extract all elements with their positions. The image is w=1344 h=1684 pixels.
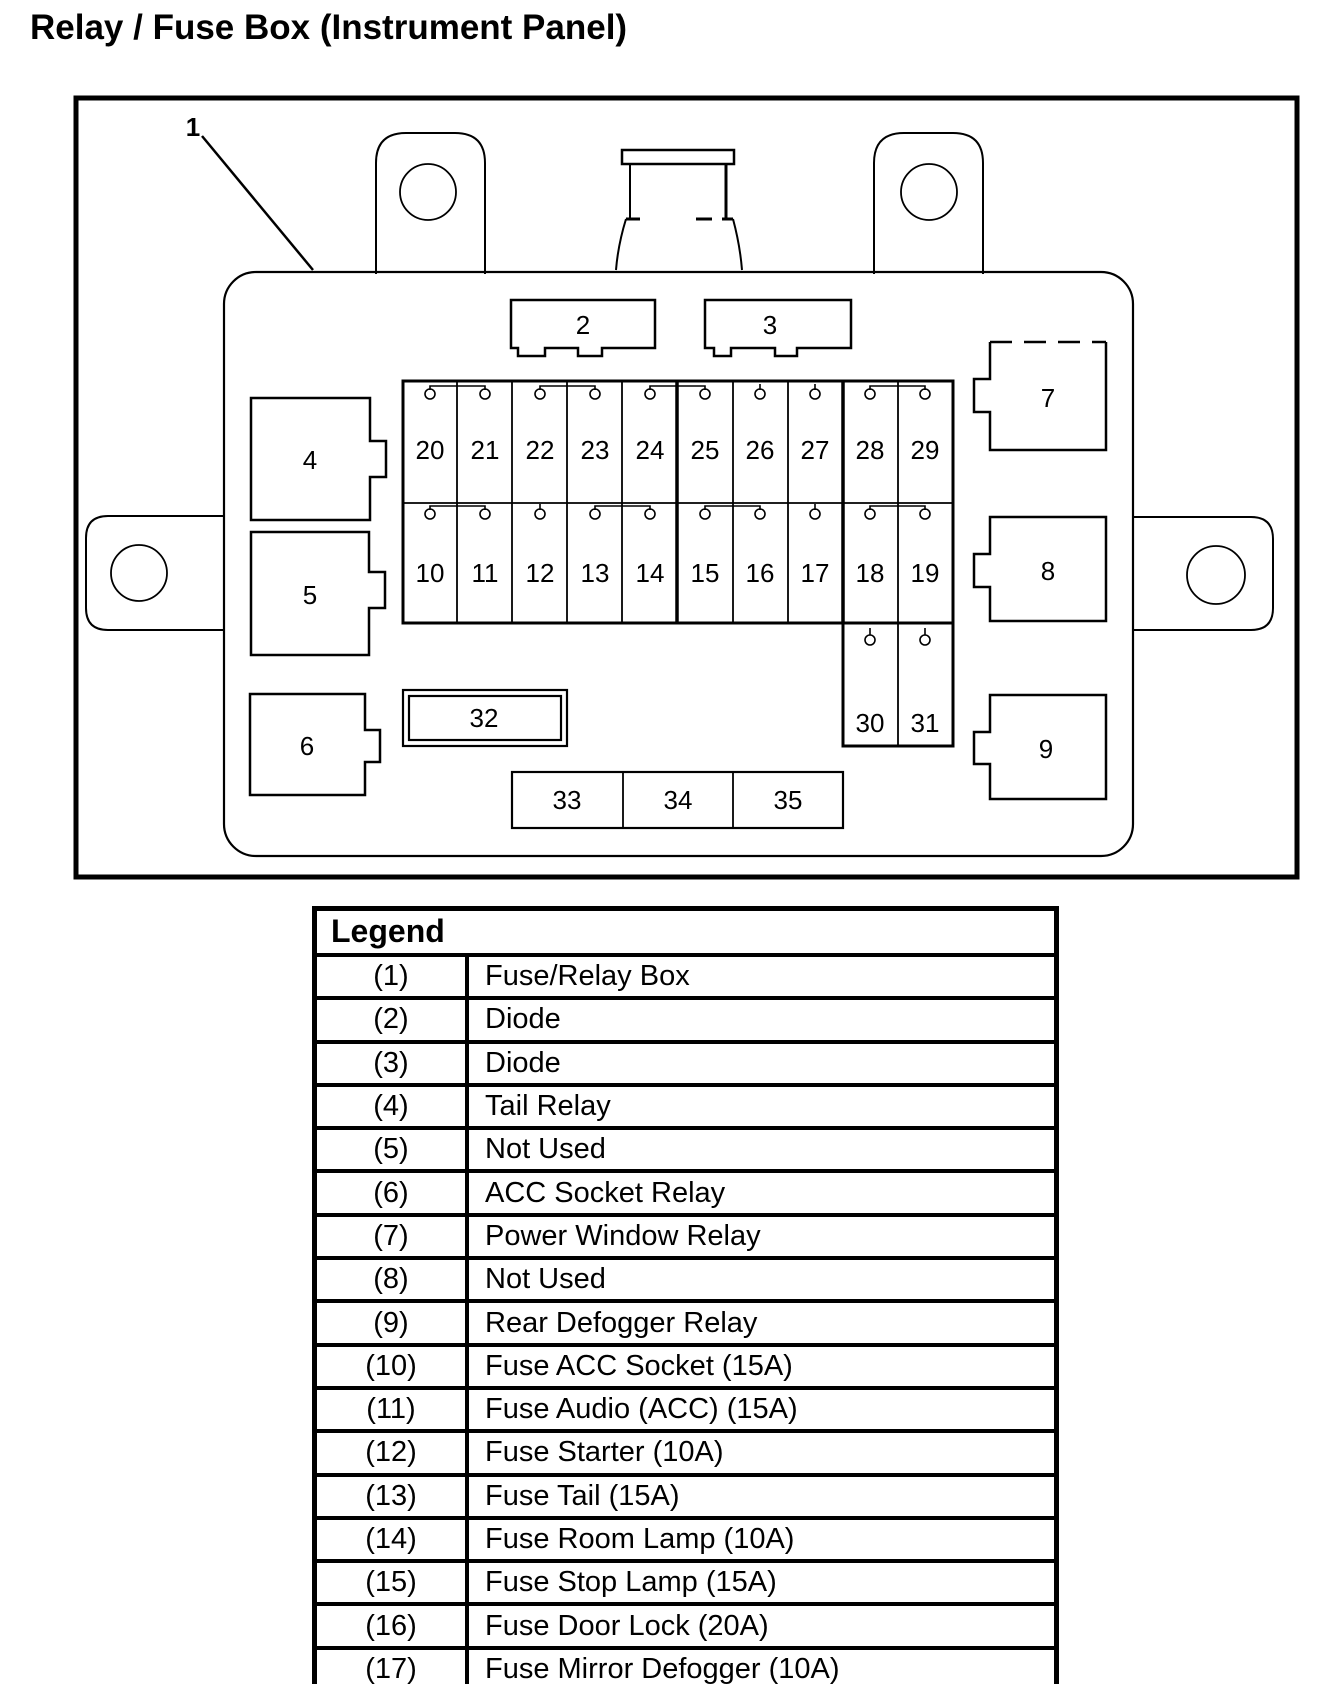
callout-1-leader xyxy=(202,136,313,270)
legend-desc: Not Used xyxy=(465,1260,1054,1299)
legend-row-16 xyxy=(317,1602,1054,1645)
legend-ref: (16) xyxy=(365,1609,417,1642)
legend-ref: (11) xyxy=(366,1393,416,1426)
legend-desc: Power Window Relay xyxy=(465,1217,1054,1256)
fuse-26-label: 26 xyxy=(745,435,775,465)
fuse-10-label: 10 xyxy=(415,558,445,588)
legend-row-17 xyxy=(317,1646,1054,1684)
fuse-11-label: 11 xyxy=(471,558,499,588)
mounting-hole-left xyxy=(111,545,167,601)
legend-ref: (14) xyxy=(365,1523,417,1555)
diode-3-label: 3 xyxy=(762,310,778,340)
fuse-21-label: 21 xyxy=(470,435,500,465)
legend-desc: Fuse Audio (ACC) (15A) xyxy=(465,1390,1054,1429)
legend-ref: (5) xyxy=(373,1133,409,1166)
mounting-tab-top-right xyxy=(874,133,983,274)
legend-ref: (15) xyxy=(365,1566,417,1599)
legend-ref: (9) xyxy=(373,1306,409,1339)
page-title: Relay / Fuse Box (Instrument Panel) xyxy=(30,8,628,47)
legend-row-7 xyxy=(317,1213,1054,1256)
legend-desc: ACC Socket Relay xyxy=(465,1173,1054,1212)
fuse-23-label: 23 xyxy=(580,435,610,465)
diode-2-label: 2 xyxy=(575,310,591,340)
legend-desc: Fuse Tail (15A) xyxy=(465,1477,1054,1516)
fuse-24-label: 24 xyxy=(635,435,665,465)
legend-ref: (17) xyxy=(365,1652,417,1684)
legend-desc: Fuse Door Lock (20A) xyxy=(465,1606,1054,1645)
legend-desc: Diode xyxy=(465,1044,1054,1083)
relay-9-label: 9 xyxy=(1038,734,1054,764)
mounting-tab-right xyxy=(1133,517,1273,630)
fuse-17-label: 17 xyxy=(800,558,830,588)
legend-row-3 xyxy=(317,1040,1054,1083)
diode-3-outline xyxy=(705,300,851,356)
legend-row-11 xyxy=(317,1386,1054,1429)
legend-desc: Not Used xyxy=(465,1130,1054,1169)
relay-4-label: 4 xyxy=(302,445,318,475)
mounting-hole-top-right xyxy=(901,164,957,220)
top-connector xyxy=(616,150,742,270)
legend-ref: (4) xyxy=(373,1090,409,1123)
fuse-12-label: 12 xyxy=(525,558,555,588)
legend-table xyxy=(312,906,1059,1684)
legend-desc: Fuse Room Lamp (10A) xyxy=(465,1520,1054,1559)
mounting-hole-top-left xyxy=(400,164,456,220)
fuse-18-label: 18 xyxy=(855,558,885,588)
connector-34-label: 34 xyxy=(663,785,693,815)
fuse-29-label: 29 xyxy=(910,435,940,465)
legend-ref: (13) xyxy=(365,1479,417,1512)
diagram-frame xyxy=(76,98,1297,877)
fuse-25-label: 25 xyxy=(690,435,720,465)
legend-desc: Fuse Stop Lamp (15A) xyxy=(465,1563,1054,1602)
legend-row-12 xyxy=(317,1429,1054,1472)
legend-row-10 xyxy=(317,1343,1054,1386)
legend-header: Legend xyxy=(331,913,445,949)
legend-desc: Fuse Starter (10A) xyxy=(465,1433,1054,1472)
fuse-15-label: 15 xyxy=(690,558,720,588)
fuse-14-label: 14 xyxy=(635,558,665,588)
legend-desc: Diode xyxy=(465,1000,1054,1039)
relay-5-label: 5 xyxy=(302,580,318,610)
legend-desc: Rear Defogger Relay xyxy=(465,1303,1054,1342)
legend-ref: (2) xyxy=(373,1003,409,1036)
relay-6-outline xyxy=(250,694,380,795)
fuse-31-label: 31 xyxy=(910,708,940,738)
fuse-28-label: 28 xyxy=(855,435,885,465)
fuse-27-label: 27 xyxy=(800,435,830,465)
legend-row-1 xyxy=(317,953,1054,996)
connector-35-label: 35 xyxy=(773,785,803,815)
legend-row-4 xyxy=(317,1083,1054,1126)
relay-6-label: 6 xyxy=(299,731,315,761)
relay-8-label: 8 xyxy=(1040,556,1056,586)
legend-row-9 xyxy=(317,1299,1054,1342)
legend-row-14 xyxy=(317,1516,1054,1559)
legend-row-2 xyxy=(317,996,1054,1039)
mounting-tab-left xyxy=(86,516,224,630)
legend-row-13 xyxy=(317,1473,1054,1516)
fuse-16-label: 16 xyxy=(745,558,775,588)
legend-ref: (7) xyxy=(373,1219,409,1252)
mounting-hole-right xyxy=(1187,546,1245,604)
legend-row-5 xyxy=(317,1126,1054,1169)
relay-5-outline xyxy=(251,532,385,655)
legend-ref: (8) xyxy=(373,1263,409,1296)
fuse-30-label: 30 xyxy=(855,708,885,738)
legend-desc: Fuse Mirror Defogger (10A) xyxy=(465,1650,1054,1684)
legend-row-6 xyxy=(317,1169,1054,1212)
connector-33-label: 33 xyxy=(552,785,582,815)
legend-ref: (12) xyxy=(365,1436,417,1469)
fuse-20-label: 20 xyxy=(415,435,445,465)
legend-ref: (6) xyxy=(373,1176,409,1209)
legend-ref: (3) xyxy=(373,1046,409,1079)
legend-desc: Tail Relay xyxy=(465,1087,1054,1126)
callout-1-label: 1 xyxy=(185,112,201,142)
relay-4-outline xyxy=(251,398,386,520)
relay-7-label: 7 xyxy=(1040,383,1056,413)
legend-desc: Fuse ACC Socket (15A) xyxy=(465,1347,1054,1386)
legend-row-15 xyxy=(317,1559,1054,1602)
mounting-tab-top-left xyxy=(376,133,485,274)
legend-ref: (1) xyxy=(373,960,409,993)
fuse-13-label: 13 xyxy=(580,558,610,588)
legend-desc: Fuse/Relay Box xyxy=(465,957,1054,996)
connector-32-label: 32 xyxy=(469,703,499,733)
legend-row-8 xyxy=(317,1256,1054,1299)
fuse-22-label: 22 xyxy=(525,435,555,465)
legend-ref: (10) xyxy=(365,1349,417,1382)
fuse-19-label: 19 xyxy=(910,558,940,588)
